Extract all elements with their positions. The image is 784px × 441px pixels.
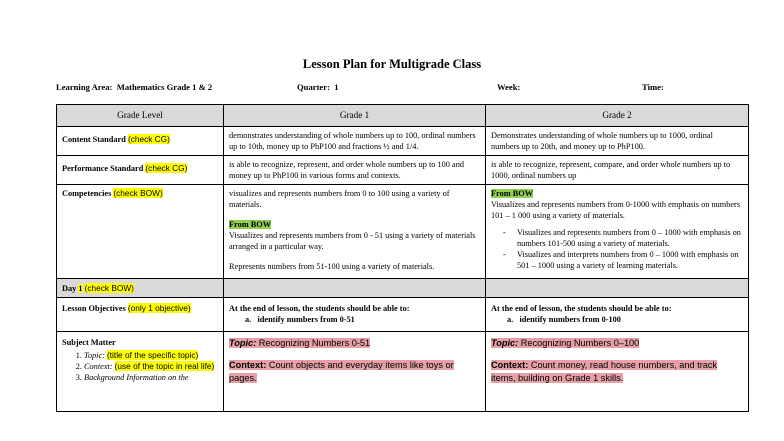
objectives-note: (only 1 objective) bbox=[127, 303, 191, 313]
performance-standard-row bbox=[57, 156, 749, 185]
objectives-g1-intro: At the end of lesson, the students should be able to: bbox=[229, 304, 410, 313]
learning-area bbox=[56, 82, 212, 92]
competencies-g1 bbox=[224, 185, 486, 279]
day-row bbox=[57, 279, 749, 298]
topic-item-note: (title of the specific topic) bbox=[106, 350, 199, 360]
learning-area-value: Mathematics Grade 1 & 2 bbox=[116, 82, 213, 92]
day-number: 1 bbox=[78, 284, 83, 293]
list-item bbox=[84, 372, 218, 383]
context-item-note: (use of the topic in real life) bbox=[114, 361, 215, 371]
subject-matter-g2 bbox=[486, 332, 749, 412]
objectives-g2 bbox=[486, 298, 749, 332]
g2-topic-label: Topic: bbox=[491, 338, 519, 348]
competencies-note: (check BOW) bbox=[113, 188, 163, 198]
competencies-g1-bow-label: From BOW bbox=[229, 220, 272, 229]
performance-standard-g2: is able to recognize, represent, compare, and order whole numbers up to 1000, ordinal numbers up bbox=[486, 156, 749, 185]
objectives-g1-item-marker: a. bbox=[245, 315, 252, 324]
objectives-g2-item-text: identify numbers from 0-100 bbox=[519, 315, 621, 324]
g1-context-text: Count objects and everyday items like toys or pages. bbox=[229, 360, 454, 383]
competencies-label-cell bbox=[57, 185, 224, 279]
g2-context-label: Context: bbox=[491, 360, 529, 370]
learning-area-label: Learning Area: bbox=[56, 82, 113, 92]
day-note: (check BOW) bbox=[84, 283, 134, 293]
objectives-g2-item bbox=[491, 314, 743, 325]
quarter bbox=[297, 82, 339, 92]
quarter-value: 1 bbox=[334, 82, 339, 92]
quarter-label: Quarter: bbox=[297, 82, 330, 92]
day-label: Day bbox=[62, 284, 77, 293]
objectives-g2-item-marker: a. bbox=[507, 315, 514, 324]
g2-context-text: Count money, read house numbers, and track items, building on Grade 1 skills. bbox=[491, 360, 718, 383]
content-standard-g1: demonstrates understanding of whole numbers up to 100, ordinal numbers up to 10th, money up to PhP100 and fractions ½ and 1/4. bbox=[224, 127, 486, 156]
objectives-g1 bbox=[224, 298, 486, 332]
list-item bbox=[84, 350, 218, 361]
header-grade-1: Grade 1 bbox=[224, 105, 486, 127]
g1-context-label: Context: bbox=[229, 360, 267, 370]
g2-topic-text: Recognizing Numbers 0–100 bbox=[520, 338, 640, 348]
g1-topic bbox=[229, 337, 480, 350]
day-g2-cell bbox=[486, 279, 749, 298]
objectives-g2-intro: At the end of lesson, the students should be able to: bbox=[491, 304, 672, 313]
objectives-label-cell bbox=[57, 298, 224, 332]
content-standard-label: Content Standard bbox=[62, 135, 126, 144]
g2-topic bbox=[491, 337, 743, 350]
competencies-g1-bow-2: Represents numbers from 51-100 using a variety of materials. bbox=[229, 262, 435, 271]
content-standard-note: (check CG) bbox=[127, 134, 170, 144]
competencies-g2-list bbox=[491, 227, 743, 271]
content-standard-label-cell bbox=[57, 127, 224, 156]
page-title: Lesson Plan for Multigrade Class bbox=[302, 57, 482, 71]
day-g1-cell bbox=[224, 279, 486, 298]
g1-topic-text: Recognizing Numbers 0-51 bbox=[258, 338, 371, 348]
performance-standard-g1: is able to recognize, represent, and order whole numbers up to 100 and money up to PhP100 in various forms and contexts. bbox=[224, 156, 486, 185]
competencies-g1-main: visualizes and represents numbers from 0 to 100 using a variety of materials. bbox=[229, 189, 450, 209]
performance-standard-label: Performance Standard bbox=[62, 164, 144, 173]
performance-standard-label-cell bbox=[57, 156, 224, 185]
header-row bbox=[57, 105, 749, 127]
time-label: Time: bbox=[642, 82, 664, 92]
g2-context bbox=[491, 359, 743, 385]
list-item bbox=[84, 361, 218, 372]
objectives-g1-item bbox=[229, 314, 480, 325]
content-standard-row bbox=[57, 127, 749, 156]
lesson-plan-table bbox=[56, 104, 749, 412]
performance-standard-note: (check CG) bbox=[145, 163, 188, 173]
list-item: - Visualizes and represents numbers from 0 – 1000 with emphasis on numbers 101-500 using a variety of materials. bbox=[517, 227, 743, 249]
subject-matter-label-cell bbox=[57, 332, 224, 412]
context-item-label: Context: bbox=[84, 362, 113, 371]
header-grade-2: Grade 2 bbox=[486, 105, 749, 127]
objectives-g1-item-text: identify numbers from 0-51 bbox=[257, 315, 355, 324]
content-standard-g2: Demonstrates understanding of whole numbers up to 1000, ordinal numbers up to 20th, and money up to PhP100. bbox=[486, 127, 749, 156]
subject-matter-row bbox=[57, 332, 749, 412]
subject-matter-list bbox=[62, 350, 218, 383]
competencies-label: Competencies bbox=[62, 189, 112, 198]
subject-matter-label: Subject Matter bbox=[62, 338, 116, 347]
g1-context bbox=[229, 359, 480, 385]
competencies-g2 bbox=[486, 185, 749, 279]
competencies-g2-bow-label: From BOW bbox=[491, 189, 534, 198]
day-label-cell bbox=[57, 279, 224, 298]
header-grade-level: Grade Level bbox=[57, 105, 224, 127]
g1-topic-label: Topic: bbox=[229, 338, 257, 348]
competencies-row bbox=[57, 185, 749, 279]
competencies-g2-main: Visualizes and represents numbers from 0-1000 with emphasis on numbers 101 – 1 000 using a variety of materials. bbox=[491, 200, 741, 220]
objectives-row bbox=[57, 298, 749, 332]
subject-matter-g1 bbox=[224, 332, 486, 412]
background-item-label: Background Information on the bbox=[84, 373, 189, 382]
objectives-label: Lesson Objectives bbox=[62, 304, 126, 313]
topic-item-label: Topic: bbox=[84, 351, 105, 360]
list-item: - Visualizes and interprets numbers from 0 – 1000 with emphasis on 501 – 1000 using a variety of learning materials. bbox=[517, 249, 743, 271]
week-label: Week: bbox=[497, 82, 521, 92]
competencies-g1-bow-1: Visualizes and represents numbers from 0 - 51 using a variety of materials arranged in a particular way. bbox=[229, 231, 476, 251]
